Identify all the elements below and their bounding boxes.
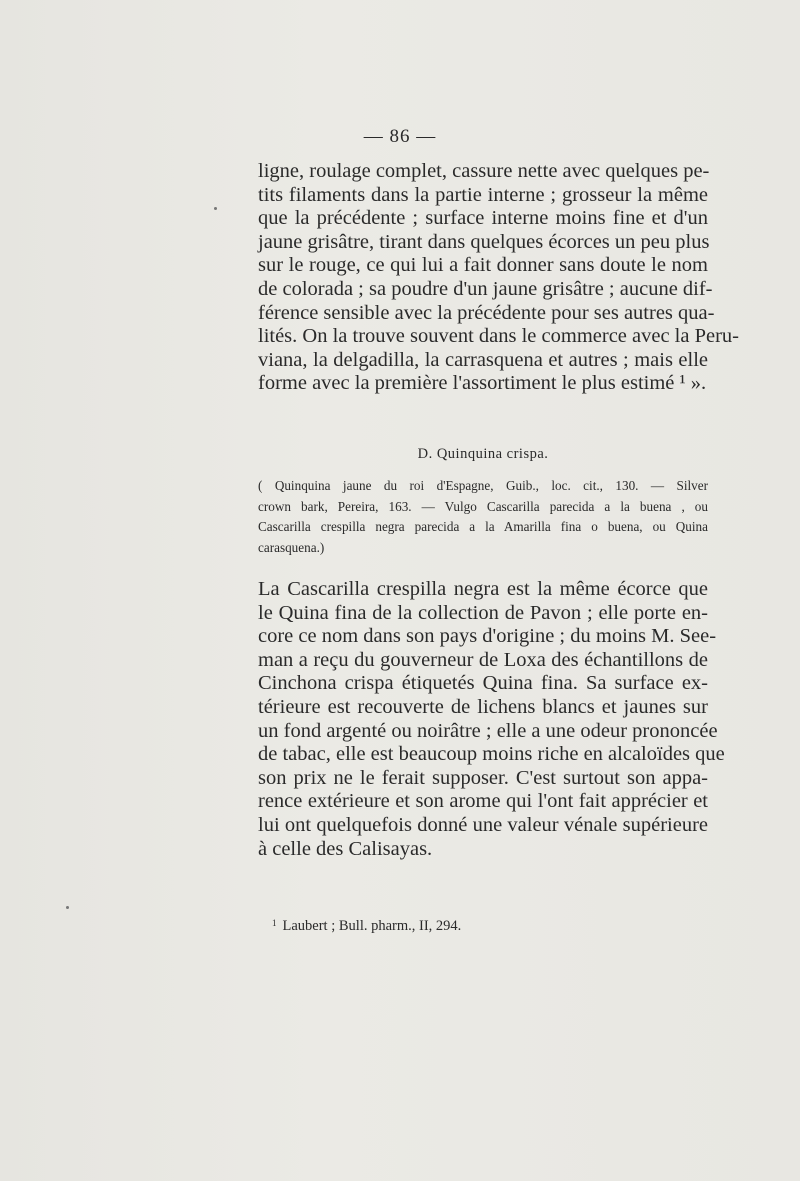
paragraph-continuation (258, 160, 740, 396)
text-line: lui ont quelquefois donné une valeur vénale supérieure (258, 813, 708, 836)
text-line: Cinchona crispa étiquetés Quina fina. Sa surface ex- (258, 672, 708, 695)
text-line: de tabac, elle est beaucoup moins riche en alcaloïdes que (258, 743, 725, 766)
text-line: La Cascarilla crespilla negra est la même écorce que (258, 578, 708, 600)
synonym-line: crown bark, Pereira, 163. — Vulgo Cascarilla parecida a la buena , ou (258, 498, 708, 514)
text-line: rence extérieure et son arome qui l'ont fait apprécier et (258, 790, 708, 813)
text-line: de colorada ; sa poudre d'un jaune grisâtre ; aucune dif- (258, 277, 713, 300)
text-line: sur le rouge, ce qui lui a fait donner sans doute le nom (258, 254, 708, 277)
synonym-line: ( Quinquina jaune du roi d'Espagne, Guib., loc. cit., 130. — Silver (258, 478, 708, 493)
text-line: térieure est recouverte de lichens blancs et jaunes sur (258, 695, 708, 718)
synonym-line: carasquena.) (258, 539, 325, 555)
text-line: viana, la delgadilla, la carrasquena et autres ; mais elle (258, 348, 708, 371)
paragraph-crispa (258, 578, 725, 861)
text-line: lités. On la trouve souvent dans le commerce avec la Peru- (258, 325, 740, 348)
page-number: — 86 — (363, 126, 437, 147)
synonym-line: Cascarilla crespilla negra parecida a la Amarilla fina o buena, ou Quina (258, 519, 708, 534)
text-line: ligne, roulage complet, cassure nette avec quelques pe- (258, 160, 710, 182)
paper-speck (214, 207, 217, 210)
footnote-marker: 1 (272, 918, 277, 928)
synonyms-note (258, 476, 708, 558)
text-line: que la précédente ; surface interne moins fine et d'un (258, 207, 708, 230)
paper-speck (66, 906, 69, 909)
text-line: forme avec la première l'assortiment le plus estimé ¹ ». (258, 372, 707, 395)
section-title: D. Quinquina crispa. (417, 446, 549, 462)
text-line: man a reçu du gouverneur de Loxa des échantillons de (258, 648, 708, 671)
footnote (272, 918, 461, 935)
text-line: férence sensible avec la précédente pour ses autres qua- (258, 301, 715, 324)
text-line: le Quina fina de la collection de Pavon ; elle porte en- (258, 601, 708, 624)
text-line: son prix ne le ferait supposer. C'est surtout son appa- (258, 766, 708, 789)
footnote-text: Laubert ; Bull. pharm., II, 294. (282, 918, 462, 934)
text-line: jaune grisâtre, tirant dans quelques écorces un peu plus (258, 230, 710, 253)
text-line: tits filaments dans la partie interne ; grosseur la même (258, 183, 708, 206)
text-line: un fond argenté ou noirâtre ; elle a une odeur prononcée (258, 719, 718, 742)
text-line: core ce nom dans son pays d'origine ; du moins M. See- (258, 625, 717, 648)
text-line: à celle des Calisayas. (258, 837, 433, 860)
